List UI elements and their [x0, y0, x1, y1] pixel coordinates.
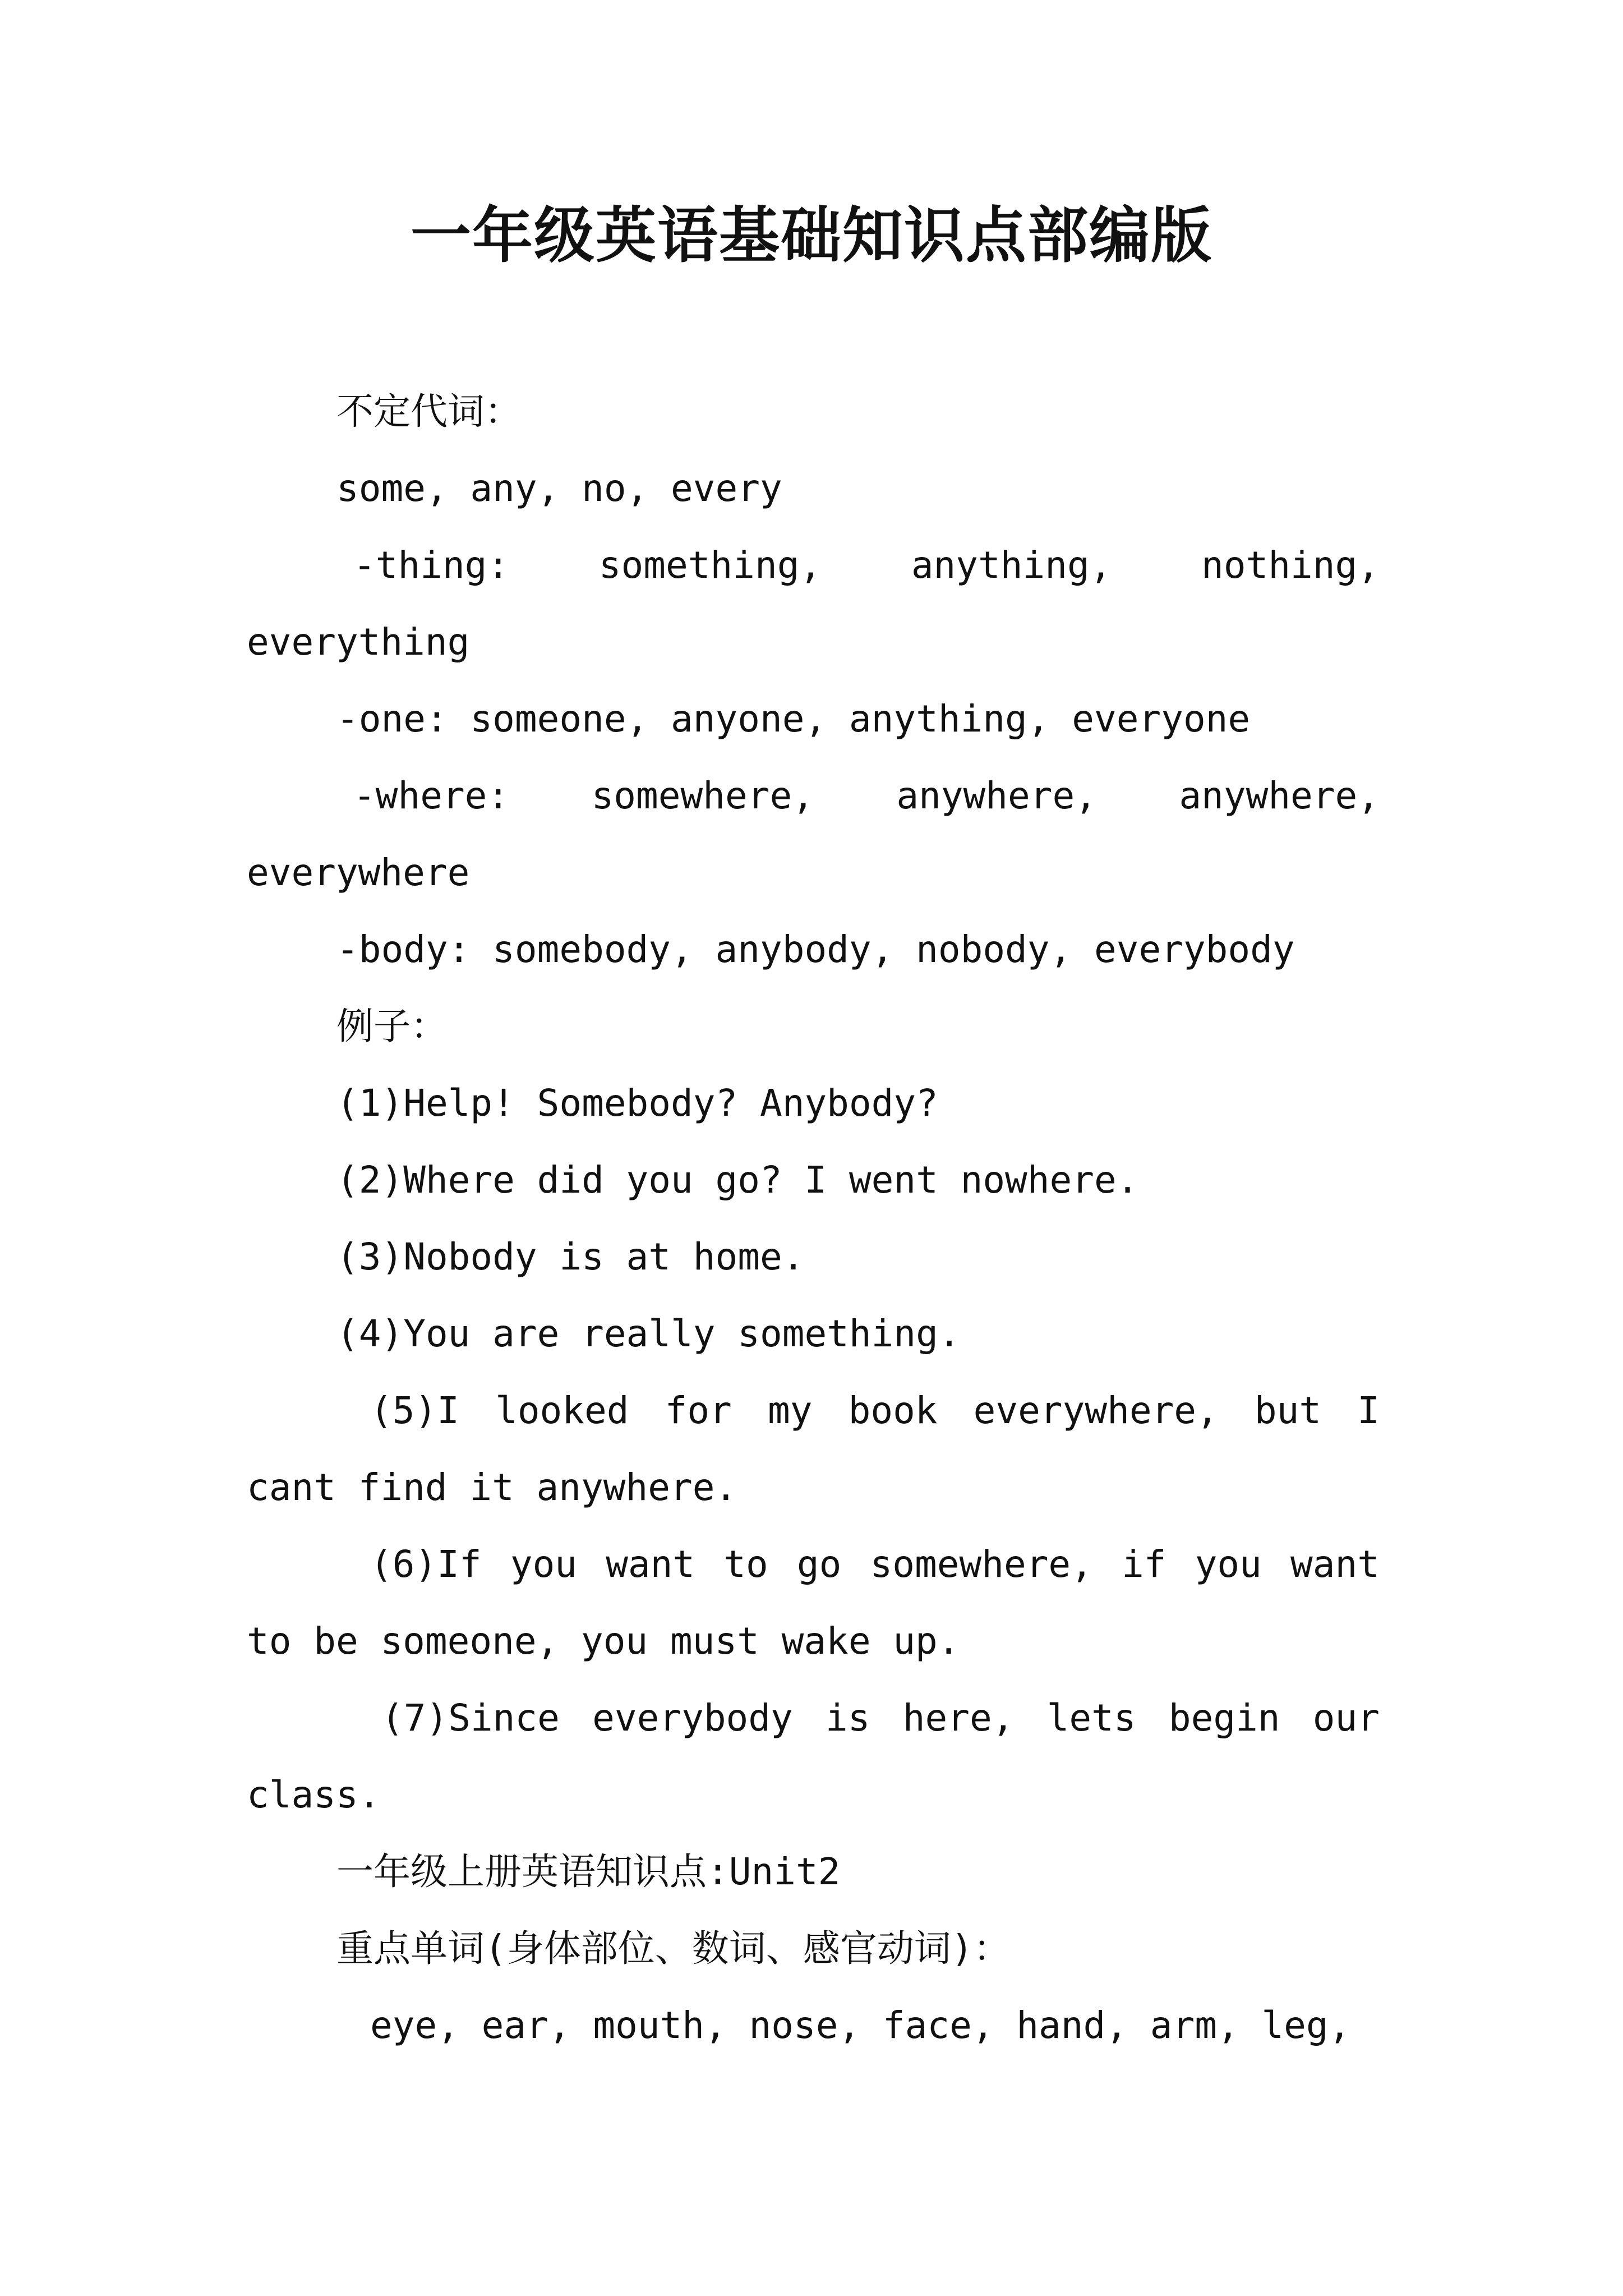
paragraph: (2)Where did you go? I went nowhere. [336, 1158, 1139, 1202]
paragraph: 重点单词(身体部位、数词、感官动词)： [336, 1927, 1011, 1970]
paragraph: (6)If you want to go somewhere, if you want to be someone, you must wake up. [247, 1543, 1380, 1663]
paragraph: 一年级上册英语知识点:Unit2 [336, 1850, 841, 1893]
paragraph: (7)Since everybody is here, lets begin our class. [247, 1696, 1380, 1816]
paragraph: -one: someone, anyone, anything, everyone [336, 697, 1251, 740]
paragraph: (5)I looked for my book everywhere, but I cant find it anywhere. [247, 1389, 1380, 1509]
paragraph: (3)Nobody is at home. [336, 1235, 805, 1278]
page-title: 一年级英语基础知识点部编版 [410, 200, 1212, 271]
paragraph: eye, ear, mouth, nose, face, hand, arm, leg, [370, 2004, 1351, 2047]
paragraph: some, any, no, every [336, 467, 782, 510]
paragraph: 例子： [336, 1005, 448, 1048]
paragraph: -thing: something, anything, nothing, everything [247, 544, 1380, 664]
document-body [247, 373, 1380, 2064]
paragraph: (1)Help! Somebody? Anybody? [336, 1082, 938, 1125]
paragraph: -body: somebody, anybody, nobody, everybody [336, 928, 1295, 971]
paragraph: 不定代词： [336, 390, 522, 433]
paragraph: (4)You are really something. [336, 1312, 961, 1355]
paragraph: -where: somewhere, anywhere, anywhere, everywhere [247, 774, 1380, 894]
